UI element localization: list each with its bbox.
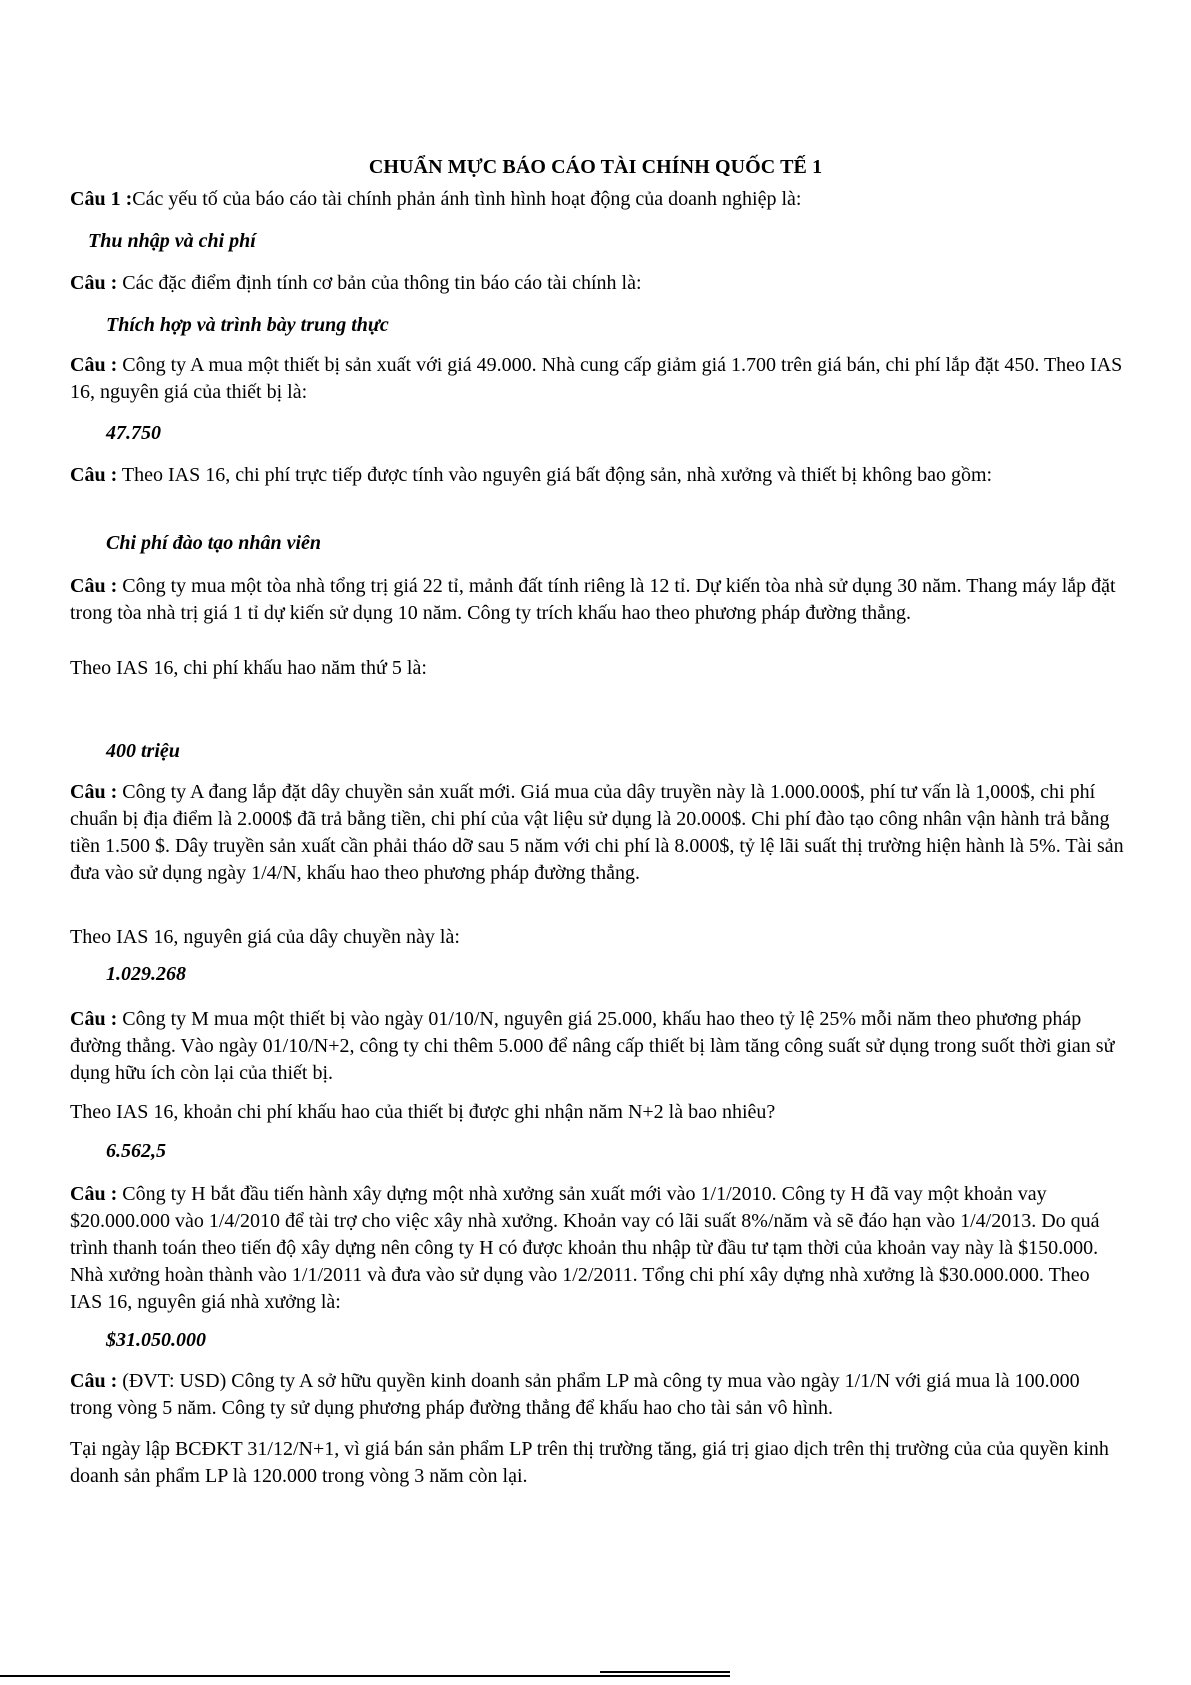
answer-3: 47.750 [106,422,161,444]
question-5 [70,573,1125,627]
question-text: (ĐVT: USD) Công ty A sở hữu quyền kinh doanh sản phẩm LP mà công ty mua vào ngày 1/1/N với giá mua là 100.000 trong vòng 5 năm. Công ty sử dụng phương pháp đường thẳng để khấu hao cho tài sản vô hình. [70,1370,1080,1419]
answer-4: Chi phí đào tạo nhân viên [106,532,322,554]
answer-1: Thu nhập và chi phí [88,230,256,252]
footer-rule-accent [600,1671,730,1673]
question-3 [70,352,1125,406]
answer-7: 6.562,5 [106,1140,166,1162]
question-text: Các yếu tố của báo cáo tài chính phản ánh tình hình hoạt động của doanh nghiệp là: [132,188,802,210]
question-2 [70,270,1125,297]
question-9-followup: Tại ngày lập BCĐKT 31/12/N+1, vì giá bán sản phẩm LP trên thị trường tăng, giá trị giao dịch trên thị trường của của quyền kinh doanh sản phẩm LP là 120.000 trong vòng 3 năm còn lại. [70,1438,1109,1487]
question-label: Câu : [70,1183,118,1205]
question-7 [70,1006,1125,1087]
question-text: Công ty mua một tòa nhà tổng trị giá 22 tỉ, mảnh đất tính riêng là 12 tỉ. Dự kiến tòa nhà sử dụng 30 năm. Thang máy lắp đặt trong tòa nhà trị giá 1 tỉ dự kiến sử dụng 10 năm. Công ty trích khấu hao theo phương pháp đường thẳng. [70,575,1116,624]
question-text: Công ty A đang lắp đặt dây chuyền sản xuất mới. Giá mua của dây truyền này là 1.000.000$, phí tư vấn là 1,000$, chi phí chuẩn bị địa điểm là 2.000$ đã trả bằng tiền, chi phí của vật liệu sử dụng là 20.000$. Chi phí đào tạo công nhân vận hành trả bằng tiền 1.500 $. Dây truyền sản xuất cần phải tháo dỡ sau 5 năm với chi phí là 8.000$, tỷ lệ lãi suất thị trường hiện hành là 5%. Tài sản đưa vào sử dụng ngày 1/4/N, khấu hao theo phương pháp đường thẳng. [70,781,1124,884]
question-label: Câu : [70,464,118,486]
answer-6: 1.029.268 [106,963,186,985]
question-4 [70,462,1125,489]
question-text: Công ty A mua một thiết bị sản xuất với giá 49.000. Nhà cung cấp giảm giá 1.700 trên giá bán, chi phí lắp đặt 450. Theo IAS 16, nguyên giá của thiết bị là: [70,354,1123,403]
answer-8: $31.050.000 [106,1329,206,1351]
answer-2: Thích hợp và trình bày trung thực [106,314,389,336]
question-8 [70,1181,1125,1316]
page-title: CHUẨN MỰC BÁO CÁO TÀI CHÍNH QUỐC TẾ 1 [368,156,823,178]
question-text: Các đặc điểm định tính cơ bản của thông tin báo cáo tài chính là: [117,272,642,294]
question-7-followup: Theo IAS 16, khoản chi phí khấu hao của thiết bị được ghi nhận năm N+2 là bao nhiêu? [70,1101,776,1123]
question-text: Công ty H bắt đầu tiến hành xây dựng một nhà xưởng sản xuất mới vào 1/1/2010. Công ty H đã vay một khoản vay $20.000.000 vào 1/4/2010 để tài trợ cho việc xây nhà xưởng. Khoản vay có lãi suất 8%/năm và sẽ đáo hạn vào 1/4/2013. Do quá trình thanh toán theo tiến độ xây dựng nên công ty H có được khoản thu nhập từ đầu tư tạm thời của khoản vay này là $150.000. Nhà xưởng hoàn thành vào 1/1/2011 và đưa vào sử dụng vào 1/2/2011. Tổng chi phí xây dựng nhà xưởng là $30.000.000. Theo IAS 16, nguyên giá nhà xưởng là: [70,1183,1100,1313]
question-text: Công ty M mua một thiết bị vào ngày 01/10/N, nguyên giá 25.000, khấu hao theo tỷ lệ 25% mỗi năm theo phương pháp đường thẳng. Vào ngày 01/10/N+2, công ty chi thêm 5.000 để nâng cấp thiết bị làm tăng công suất sử dụng trong suốt thời gian sử dụng hữu ích còn lại của thiết bị. [70,1008,1115,1084]
question-label: Câu : [70,1008,118,1030]
question-6 [70,779,1125,887]
question-6-followup: Theo IAS 16, nguyên giá của dây chuyền này là: [70,926,460,948]
question-label: Câu : [70,575,118,597]
question-5-followup: Theo IAS 16, chi phí khấu hao năm thứ 5 là: [70,657,427,679]
question-1 [70,186,1125,213]
question-9 [70,1368,1125,1422]
question-label: Câu : [70,1370,118,1392]
question-label: Câu 1 : [70,188,133,210]
answer-5: 400 triệu [106,740,180,762]
question-label: Câu : [70,781,118,803]
footer-rule [0,1675,730,1677]
question-label: Câu : [70,354,118,376]
question-text: Theo IAS 16, chi phí trực tiếp được tính vào nguyên giá bất động sản, nhà xưởng và thiết bị không bao gồm: [117,464,993,486]
question-label: Câu : [70,272,118,294]
